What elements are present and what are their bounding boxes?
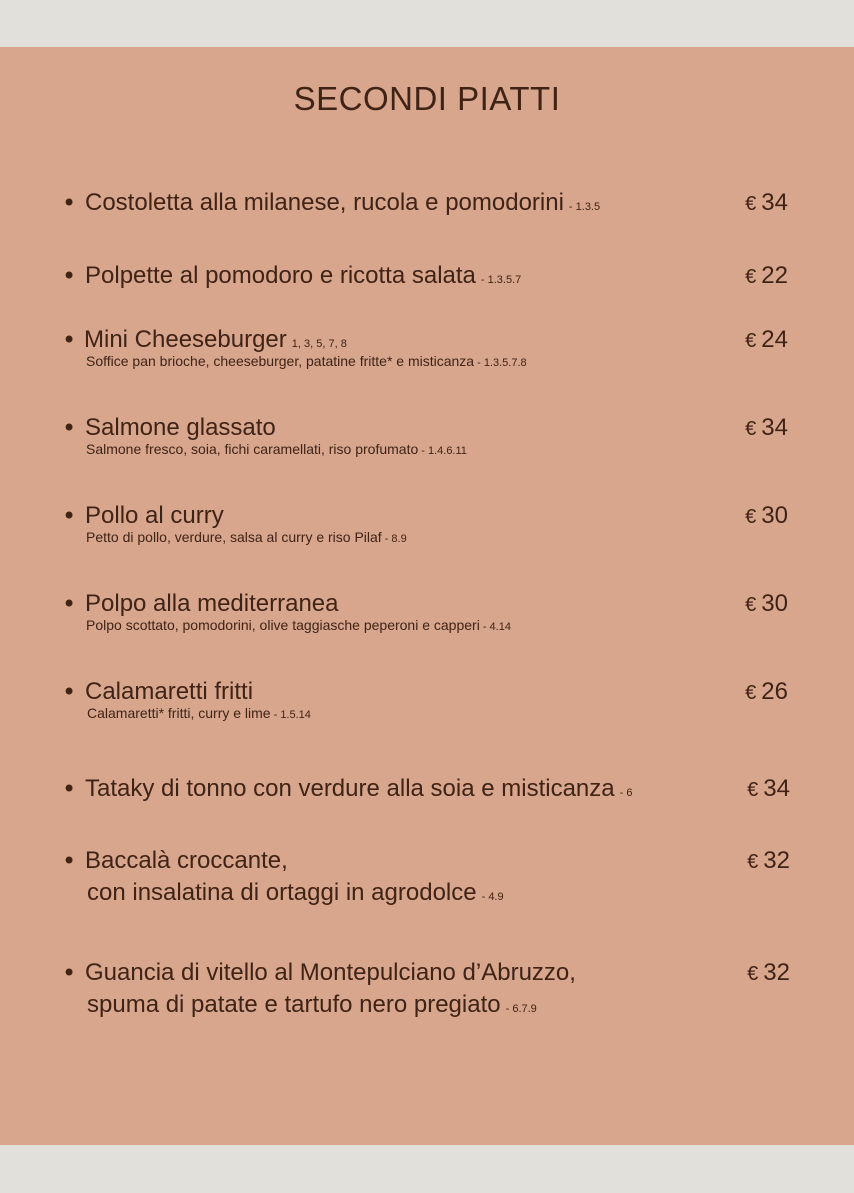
allergens: - 4.14	[482, 621, 511, 633]
dish-price: € 32	[747, 959, 790, 986]
dish-name: Baccalà croccante,	[85, 847, 288, 874]
dish-name: Salmone glassato	[85, 414, 276, 441]
bullet: •	[62, 775, 77, 803]
dish-name-line2: spuma di patate e tartufo nero pregiato - 6.7.9	[87, 991, 537, 1018]
dish-price: € 24	[745, 326, 788, 353]
dish-price: € 34	[745, 414, 788, 441]
dish-price: € 22	[745, 262, 788, 289]
allergens: 1, 3, 5, 7, 8	[291, 338, 347, 350]
bullet: •	[62, 502, 77, 530]
dish-description: Calamaretti* fritti, curry e lime - 1.5.14	[87, 705, 311, 721]
allergens: - 6.7.9	[505, 1003, 537, 1015]
dish-price: € 30	[745, 502, 788, 529]
dish-description: Petto di pollo, verdure, salsa al curry e riso Pilaf - 8.9	[86, 529, 407, 545]
dish-name-line2: con insalatina di ortaggi in agrodolce - 4.9	[87, 879, 504, 906]
dish-description: Salmone fresco, soia, fichi caramellati, riso profumato - 1.4.6.11	[86, 441, 467, 457]
allergens: - 1.3.5.7.8	[477, 357, 527, 369]
dish-name: Polpette al pomodoro e ricotta salata - 1.3.5.7	[85, 262, 522, 289]
allergens: - 4.9	[481, 891, 504, 903]
allergens: - 8.9	[384, 533, 407, 545]
dish-price: € 30	[745, 590, 788, 617]
bullet: •	[62, 959, 77, 987]
bullet: •	[62, 262, 77, 290]
dish-name: Pollo al curry	[85, 502, 224, 529]
dish-price: € 32	[747, 847, 790, 874]
allergens: - 1.3.5	[568, 201, 601, 213]
dish-price: € 26	[745, 678, 788, 705]
bullet: •	[62, 590, 77, 618]
page-title: SECONDI PIATTI	[293, 80, 561, 117]
bullet: •	[62, 326, 77, 354]
dish-description: Soffice pan brioche, cheeseburger, patatine fritte* e misticanza - 1.3.5.7.8	[86, 353, 527, 369]
allergens: - 6	[619, 787, 633, 799]
dish-price: € 34	[745, 189, 788, 216]
allergens: - 1.4.6.11	[421, 445, 467, 457]
bullet: •	[62, 678, 77, 706]
menu-page	[0, 47, 854, 1145]
dish-description: Polpo scottato, pomodorini, olive taggiasche peperoni e capperi - 4.14	[86, 617, 511, 633]
dish-name: Tataky di tonno con verdure alla soia e misticanza - 6	[85, 775, 633, 802]
dish-name: Mini Cheeseburger 1, 3, 5, 7, 8	[84, 326, 347, 353]
dish-name: Polpo alla mediterranea	[85, 590, 339, 617]
bullet: •	[62, 847, 77, 875]
allergens: - 1.3.5.7	[480, 274, 522, 286]
dish-name: Guancia di vitello al Montepulciano d’Abruzzo,	[85, 959, 576, 986]
dish-name: Costoletta alla milanese, rucola e pomodorini - 1.3.5	[85, 189, 601, 216]
dish-name: Calamaretti fritti	[85, 678, 254, 705]
bullet: •	[62, 414, 77, 442]
dish-price: € 34	[747, 775, 790, 802]
allergens: - 1.5.14	[273, 709, 311, 721]
bullet: •	[62, 189, 77, 217]
